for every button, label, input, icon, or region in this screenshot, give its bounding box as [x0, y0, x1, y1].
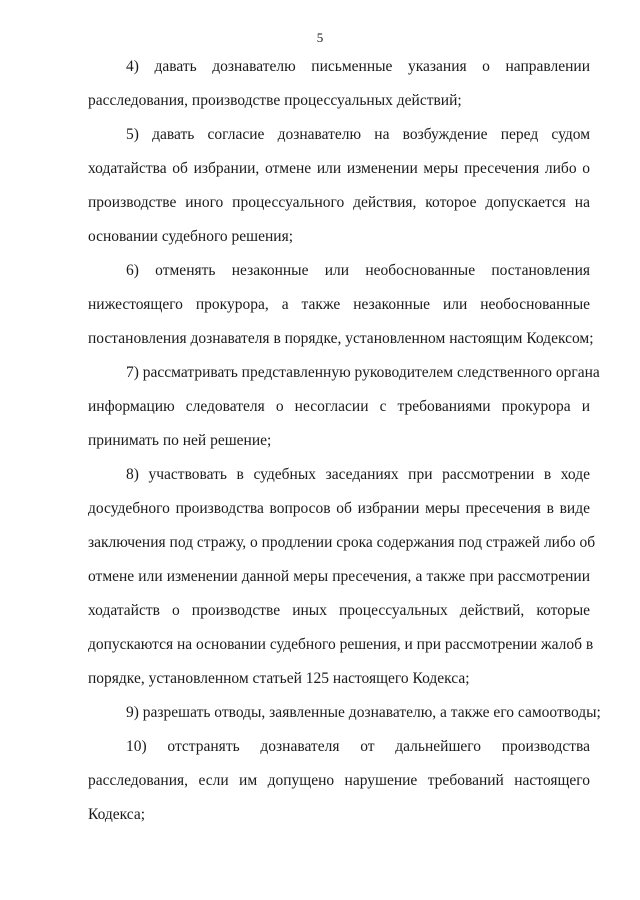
list-item-7: [88, 356, 600, 458]
text-line: расследования, производстве процессуальных действий;: [88, 92, 462, 109]
list-item-8: [88, 458, 596, 696]
list-item-10: [88, 730, 590, 832]
text-line: 10) отстранять дознавателя от дальнейшего производства: [126, 738, 590, 755]
text-line: 9) разрешать отводы, заявленные дознавателю, а также его самоотводы;: [126, 704, 601, 721]
text-line: 4) давать дознавателю письменные указания о направлении: [126, 58, 590, 75]
text-line: 6) отменять незаконные или необоснованные постановления: [126, 262, 590, 279]
text-line: заключения под стражу, о продлении срока содержания под стражей либо об: [88, 534, 596, 551]
text-line: 5) давать согласие дознавателю на возбуждение перед судом: [126, 126, 590, 143]
text-line: отмене или изменении данной меры пресечения, а также при рассмотрении: [88, 568, 590, 585]
text-line: 7) рассматривать представленную руководителем следственного органа: [126, 364, 600, 381]
text-line: допускаются на основании судебного решения, и при рассмотрении жалоб в: [88, 636, 594, 653]
text-line: основании судебного решения;: [88, 228, 294, 245]
list-item-6: [88, 254, 594, 356]
text-line: принимать по ней решение;: [88, 432, 272, 449]
list-item-5: [88, 118, 590, 254]
text-line: 8) участвовать в судебных заседаниях при рассмотрении в ходе: [126, 466, 590, 483]
text-line: производстве иного процессуального действия, которое допускается на: [88, 194, 590, 211]
text-line: информацию следователя о несогласии с требованиями прокурора и: [88, 398, 590, 415]
text-line: ходатайств о производстве иных процессуальных действий, которые: [88, 602, 590, 619]
list-item-4: [88, 50, 590, 118]
text-line: досудебного производства вопросов об избрании меры пресечения в виде: [88, 500, 590, 517]
text-line: нижестоящего прокурора, а также незаконные или необоснованные: [88, 296, 590, 313]
text-line: порядке, установленном статьей 125 настоящего Кодекса;: [88, 670, 470, 687]
text-line: ходатайства об избрании, отмене или изменении меры пресечения либо о: [88, 160, 590, 177]
page-number: 5: [316, 30, 324, 45]
text-line: расследования, если им допущено нарушение требований настоящего: [88, 772, 590, 789]
list-item-9: [88, 696, 601, 730]
text-line: Кодекса;: [88, 806, 146, 823]
document-body: [88, 50, 601, 832]
text-line: постановления дознавателя в порядке, установленном настоящим Кодексом;: [88, 330, 594, 347]
